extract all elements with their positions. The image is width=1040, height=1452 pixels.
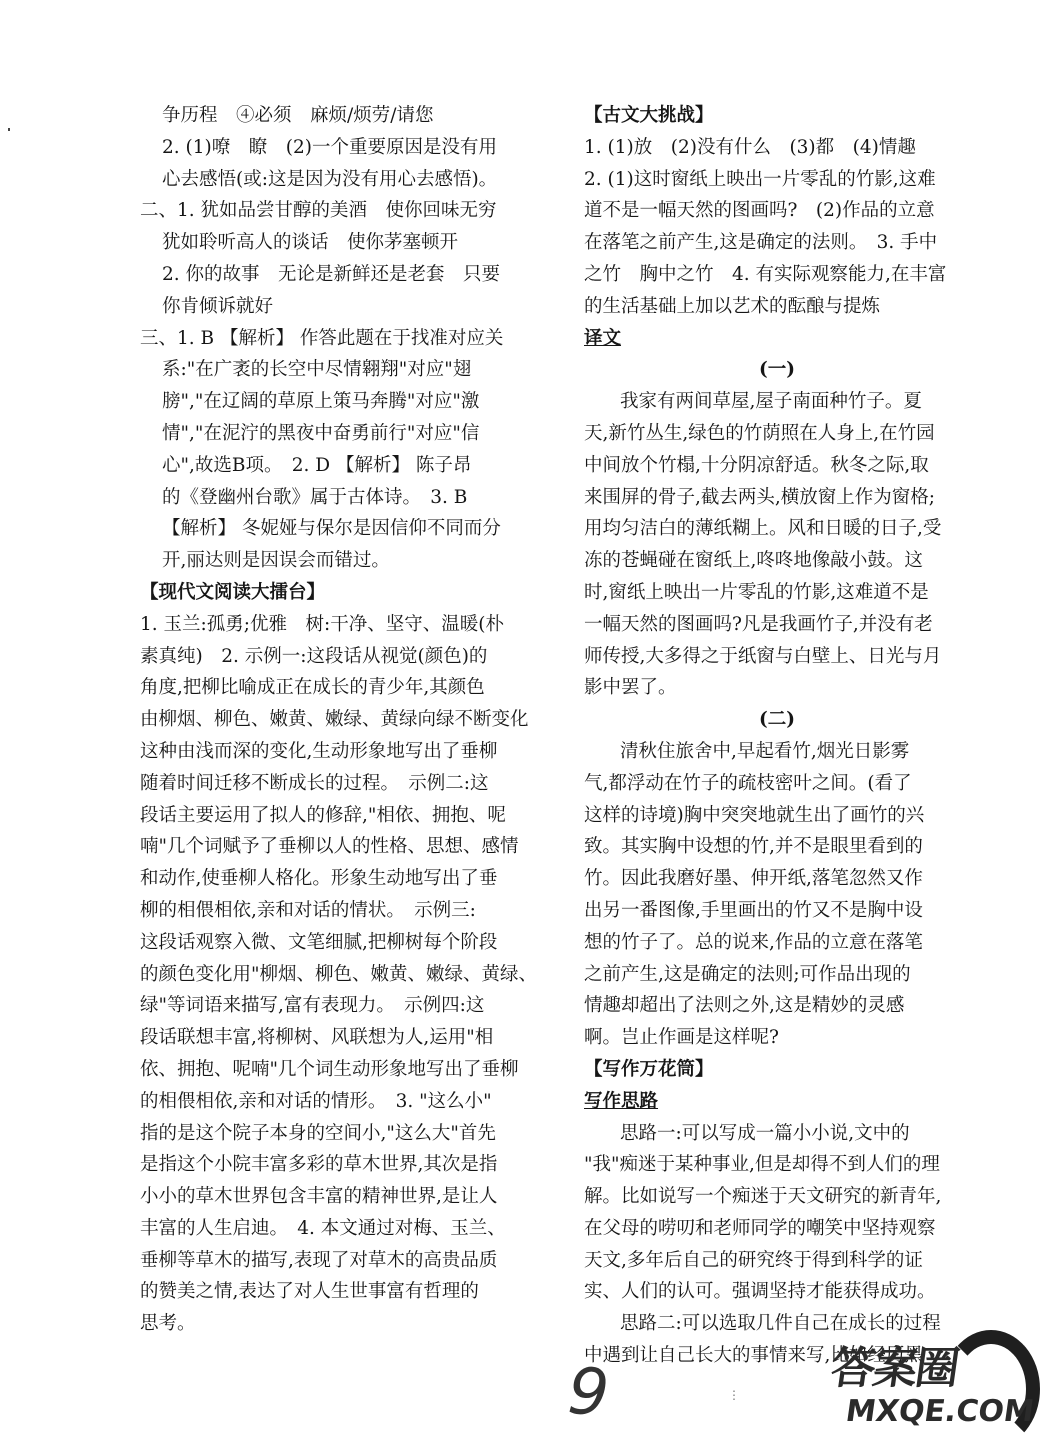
section-title-writing: 【写作万花筒】 [584, 1058, 714, 1080]
text-line: 的颜色变化用"柳烟、柳色、嫩黄、嫩绿、黄绿、 [140, 963, 538, 985]
text-line: 【解析】 冬妮娅与保尔是因信仰不同而分 [162, 518, 501, 540]
text-line: 出另一番图像,手里画出的竹又不是胸中设 [584, 899, 923, 921]
text-line: 解。比如说写一个痴迷于天文研究的新青年, [584, 1186, 942, 1208]
text-line: 段话主要运用了拟人的修辞,"相依、拥抱、呢 [140, 804, 506, 826]
text-line: 1. 玉兰:孤勇;优雅 树:干净、坚守、温暖(朴 [140, 613, 504, 635]
page-number: 9 [565, 1354, 612, 1432]
text-line: 思路二:可以选取几件自己在成长的过程 [620, 1313, 941, 1335]
text-line: 用均匀洁白的薄纸糊上。风和日暖的日子,受 [584, 518, 942, 540]
text-line: 小小的草木世界包含丰富的精神世界,是让人 [140, 1186, 498, 1208]
text-line: 系:"在广袤的长空中尽情翱翔"对应"翅 [162, 359, 472, 381]
text-line: 2. (1)这时窗纸上映出一片零乱的竹影,这难 [584, 168, 936, 190]
translation-part-one [584, 386, 970, 704]
text-line: 和动作,使垂柳人格化。形象生动地写出了垂 [140, 868, 498, 890]
text-line: 道不是一幅天然的图画吗? (2)作品的立意 [584, 200, 935, 222]
text-line: 的《登幽州台歌》属于古体诗。 3. B [162, 486, 468, 508]
text-line: 你肯倾诉就好 [162, 295, 274, 317]
text-line: 指的是这个院子本身的空间小,"这么大"首先 [140, 1122, 496, 1144]
text-line: 思路一:可以写成一篇小小说,文中的 [620, 1122, 910, 1144]
text-line: 三、1. B 【解析】 作答此题在于找准对应关 [140, 327, 504, 349]
text-line: 1. (1)放 (2)没有什么 (3)都 (4)情趣 [584, 136, 916, 158]
text-line: 丰富的人生启迪。 4. 本文通过对梅、玉兰、 [140, 1217, 506, 1239]
watermark-logo [827, 1332, 1037, 1452]
translation-part-two [584, 736, 970, 1054]
text-line: 冻的苍蝇碰在窗纸上,咚咚地像敲小鼓。这 [584, 550, 923, 572]
text-line: 气,都浮动在竹子的疏枝密叶之间。(看了 [584, 772, 912, 794]
text-line: 段话联想丰富,将柳树、风联想为人,运用"相 [140, 1027, 494, 1049]
text-line: 的生活基础上加以艺术的酝酿与提炼 [584, 295, 881, 317]
text-line: 来围屏的骨子,截去两头,横放窗上作为窗格; [584, 486, 935, 508]
text-line: 垂柳等草木的描写,表现了对草木的高贵品质 [140, 1249, 498, 1271]
text-line: 这样的诗境)胸中突突地就生出了画竹的兴 [584, 804, 925, 826]
text-line: 致。其实胸中设想的竹,并不是眼里看到的 [584, 836, 923, 858]
text-line: 喃"几个词赋予了垂柳以人的性格、思想、感情 [140, 836, 519, 858]
text-line: 膀","在辽阔的草原上策马奔腾"对应"激 [162, 391, 480, 413]
section-title-classical-chinese: 【古文大挑战】 [584, 105, 714, 126]
text-line: 之前产生,这是确定的法则;可作品出现的 [584, 963, 911, 985]
text-line: 竹。因此我磨好墨、伸开纸,落笔忽然又作 [584, 868, 923, 890]
text-line: 柳的相偎相依,亲和对话的情状。 示例三: [140, 899, 476, 921]
text-line: 实、人们的认可。强调坚持才能获得成功。 [584, 1281, 936, 1303]
classical-answers [584, 132, 970, 323]
text-line: 心去感悟(或:这是因为没有用心去感悟)。 [162, 168, 498, 190]
text-line: 争历程 ④必须 麻烦/烦劳/请您 [162, 105, 434, 126]
text-line: 犹如聆听高人的谈话 使你茅塞顿开 [162, 232, 459, 254]
translation-heading: 译文 [584, 327, 622, 349]
text-line: 的赞美之情,表达了对人生世事富有哲理的 [140, 1281, 479, 1303]
stray-mark [8, 128, 10, 131]
text-line: 素真纯) 2. 示例一:这段话从视觉(颜色)的 [140, 645, 488, 667]
writing-ideas-heading: 写作思路 [584, 1090, 659, 1112]
text-line: 开,丽达则是因误会而错过。 [162, 550, 390, 572]
text-line: 思考。 [140, 1313, 196, 1335]
section-title-modern-reading: 【现代文阅读大擂台】 [140, 581, 326, 603]
text-line: 心",故选B项。 2. D 【解析】 陈子昂 [162, 454, 472, 476]
text-line: 啊。岂止作画是这样呢? [584, 1027, 779, 1049]
text-line: 影中罢了。 [584, 677, 677, 699]
text-line: 我家有两间草屋,屋子南面种竹子。夏 [620, 391, 922, 413]
text-line: 中遇到让自己长大的事情来写,比如经历黑 [584, 1345, 923, 1367]
text-line: 随着时间迁移不断成长的过程。 示例二:这 [140, 772, 489, 794]
answer-block-top [140, 100, 560, 577]
text-line: 是指这个小院丰富多彩的草木世界,其次是指 [140, 1154, 498, 1176]
watermark-text-bottom: MXQE.COM [843, 1394, 1037, 1429]
text-line: 2. 你的故事 无论是新鲜还是老套 只要 [162, 263, 501, 285]
part-two-heading: (二) [758, 709, 795, 731]
text-line: 清秋住旅舍中,早起看竹,烟光日影雾 [620, 740, 910, 762]
left-column [140, 100, 560, 1340]
text-line: 中间放个竹榻,十分阴凉舒适。秋冬之际,取 [584, 454, 929, 476]
text-line: 角度,把柳比喻成正在成长的青少年,其颜色 [140, 677, 485, 699]
text-line: 在落笔之前产生,这是确定的法则。 3. 手中 [584, 232, 938, 254]
scan-dots: ⋮ [728, 1388, 740, 1402]
text-line: 天文,多年后自己的研究终于得到科学的证 [584, 1249, 923, 1271]
text-line: 二、1. 犹如品尝甘醇的美酒 使你回味无穷 [140, 200, 497, 222]
text-line: "我"痴迷于某种事业,但是却得不到人们的理 [584, 1154, 940, 1176]
text-line: 天,新竹丛生,绿色的竹荫照在人身上,在竹园 [584, 422, 935, 444]
text-line: 时,窗纸上映出一片零乱的竹影,这难道不是 [584, 581, 929, 603]
text-line: 在父母的唠叨和老师同学的嘲笑中坚持观察 [584, 1217, 936, 1239]
text-line: 情趣却超出了法则之外,这是精妙的灵感 [584, 995, 905, 1017]
right-column [584, 100, 970, 1372]
text-line: 2. (1)嘹 瞭 (2)一个重要原因是没有用 [162, 136, 497, 158]
text-line: 绿"等词语来描写,富有表现力。 示例四:这 [140, 995, 485, 1017]
text-line: 情","在泥泞的黑夜中奋勇前行"对应"信 [162, 422, 480, 444]
watermark-text-top: 答案圈 [827, 1343, 961, 1394]
text-line: 这段话观察入微、文笔细腻,把柳树每个阶段 [140, 931, 498, 953]
text-line: 一幅天然的图画吗?凡是我画竹子,并没有老 [584, 613, 933, 635]
part-one-heading: (一) [758, 359, 795, 381]
text-line: 师传授,大多得之于纸窗与白壁上、日光与月 [584, 645, 942, 667]
text-line: 之竹 胸中之竹 4. 有实际观察能力,在丰富 [584, 263, 947, 285]
modern-reading-answers [140, 609, 560, 1340]
text-line: 这种由浅而深的变化,生动形象地写出了垂柳 [140, 740, 498, 762]
text-line: 依、拥抱、呢喃"几个词生动形象地写出了垂柳 [140, 1058, 519, 1080]
text-line: 由柳烟、柳色、嫩黄、嫩绿、黄绿向绿不断变化 [140, 709, 529, 731]
text-line: 想的竹子了。总的说来,作品的立意在落笔 [584, 931, 923, 953]
text-line: 的相偎相依,亲和对话的情形。 3. "这么小" [140, 1090, 492, 1112]
